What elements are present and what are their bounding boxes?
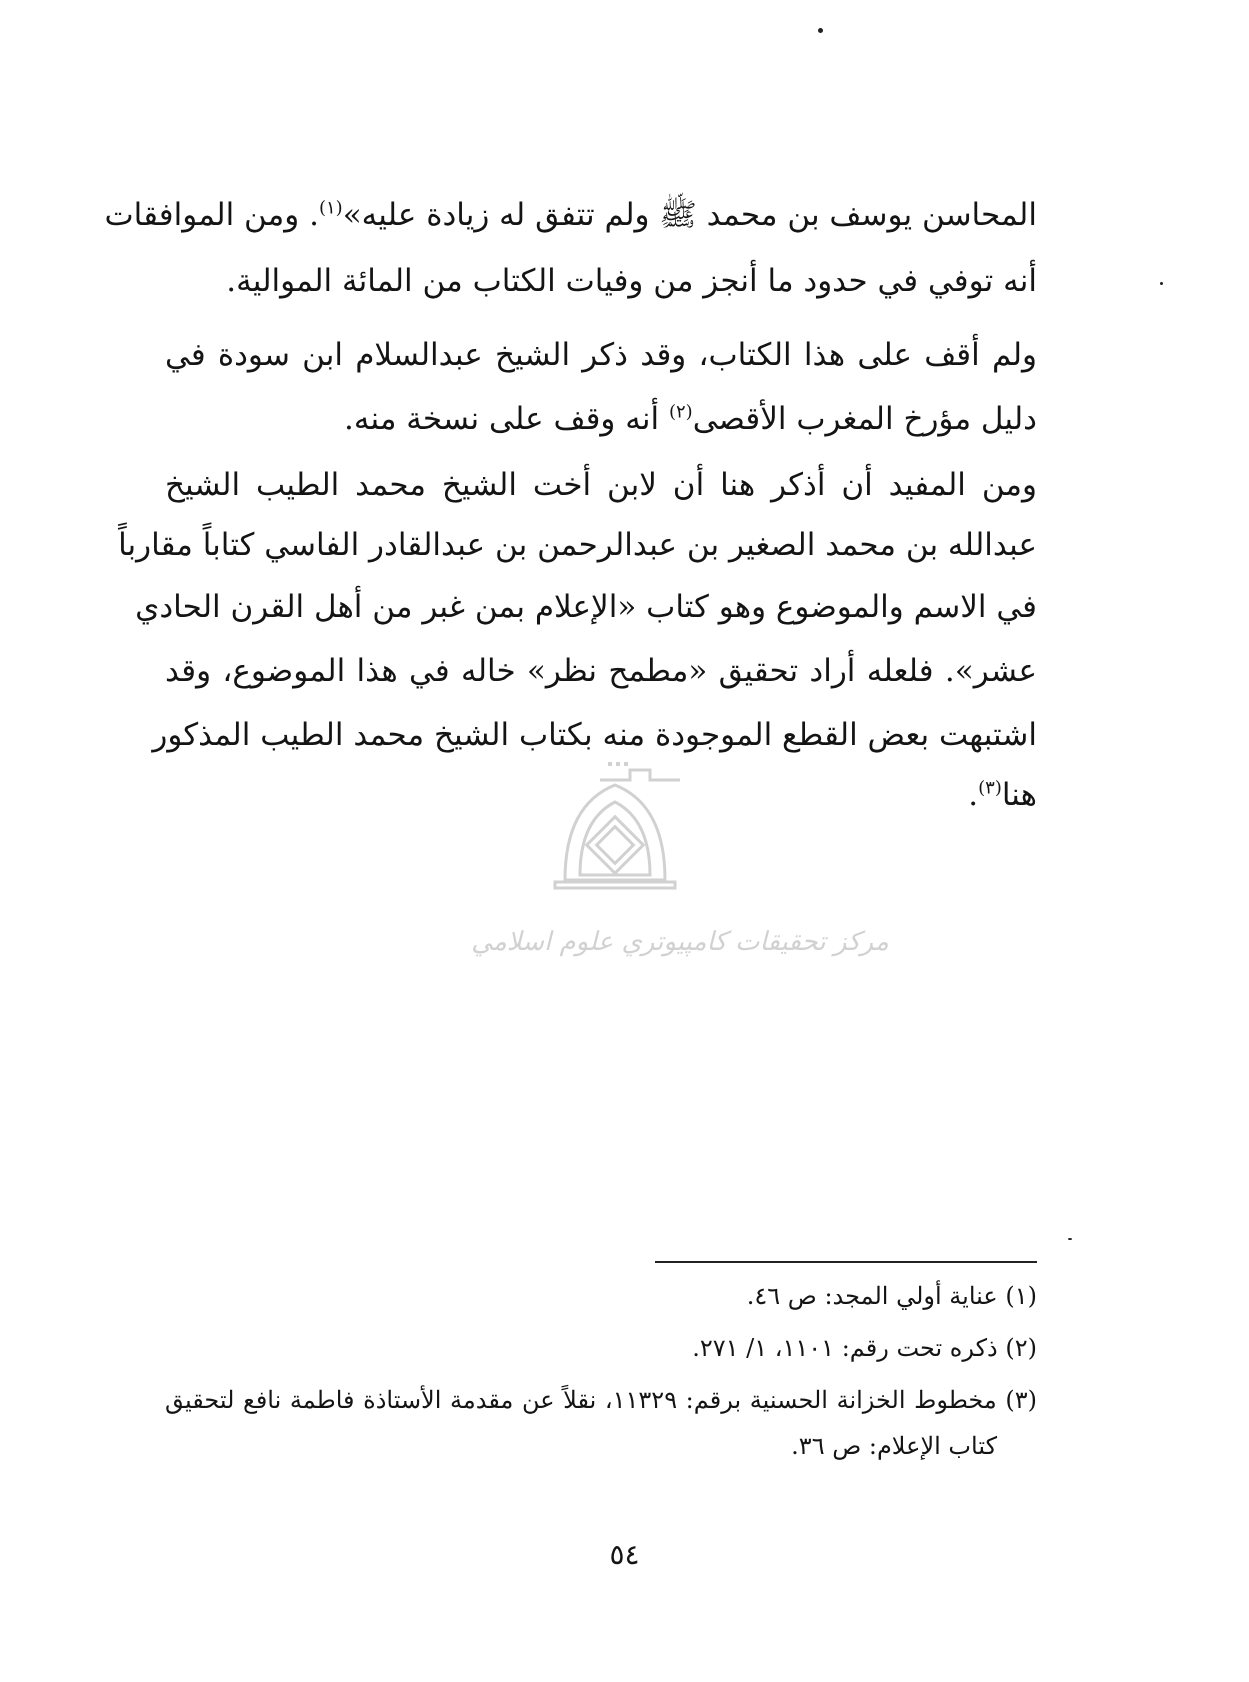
text-line-5: ومن المفيد أن أذكر هنا أن لابن أخت الشيخ محمد الطيب الشيخ: [165, 467, 1037, 503]
footnote-3: (٣) مخطوط الخزانة الحسنية برقم: ١١٣٢٩، نقلاً عن مقدمة الأستاذة فاطمة نافع لتحقيق: [165, 1386, 1037, 1414]
footnote-ref-3: (٣): [978, 777, 1002, 799]
text-line-9: اشتبهت بعض القطع الموجودة منه بكتاب الشيخ محمد الطيب المذكور: [152, 717, 1037, 753]
footnote-2: (٢) ذكره تحت رقم: ١١٠١، ١/ ٢٧١.: [692, 1334, 1037, 1362]
watermark-emblem: [471, 760, 889, 990]
text-line-6: عبدالله بن محمد الصغير بن عبدالرحمن بن عبدالقادر الفاسي كتاباً مقارباً: [118, 527, 1037, 563]
page-number: ٥٤: [609, 1538, 640, 1571]
footnote-3-continued: كتاب الإعلام: ص ٣٦.: [791, 1432, 997, 1460]
watermark-text: مركز تحقيقات كامپيوتري علوم اسلامي: [471, 927, 889, 957]
scan-speck: [1160, 282, 1163, 285]
text-line-7: في الاسم والموضوع وهو كتاب «الإعلام بمن غبر من أهل القرن الحادي: [135, 589, 1037, 625]
text-line-4: دليل مؤرخ المغرب الأقصى$^{(٢)}$ أنه وقف على نسخة منه.: [343, 401, 1037, 437]
text-line-2: أنه توفي في حدود ما أنجز من وفيات الكتاب من المائة الموالية.: [226, 263, 1037, 299]
footnote-ref-1: (١): [318, 197, 343, 219]
scan-speck: [1068, 1238, 1072, 1240]
scan-speck: [818, 28, 823, 33]
footnote-1: (١) عناية أولي المجد: ص ٤٦.: [746, 1282, 1037, 1310]
footnote-ref-2: (٢): [668, 401, 693, 423]
text-line-3: ولم أقف على هذا الكتاب، وقد ذكر الشيخ عبدالسلام ابن سودة في: [165, 337, 1037, 373]
text-line-1: المحاسن يوسف بن محمد ﷺ ولم تتفق له زيادة عليه»$^{(١)}$. ومن الموافقات: [104, 197, 1037, 233]
text-line-10: هنا$^{(٣)}$.: [968, 777, 1037, 813]
text-line-8: عشر». فلعله أراد تحقيق «مطمح نظر» خاله في هذا الموضوع، وقد: [165, 653, 1037, 689]
footnote-separator: [655, 1261, 1037, 1263]
